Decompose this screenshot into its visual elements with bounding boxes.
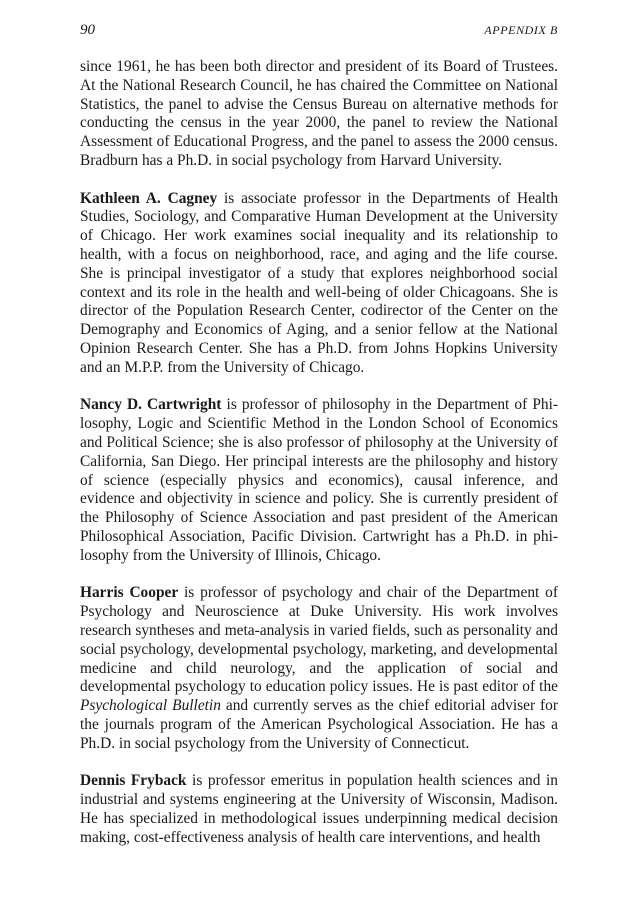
paragraph-fryback (80, 772, 558, 847)
person-name: Harris Cooper (80, 584, 179, 602)
body-text (80, 58, 558, 847)
paragraph-bradburn-continuation (80, 58, 558, 171)
person-name: Kathleen A. Cagney (80, 189, 218, 207)
paragraph-text: is associate professor in the Departments of Health Studies, Sociology, and Comparative Human Development at the University of Chicago. Her work examines social inequality and its relationship to health, with a focus on neighborhood, race, and aging and the life course. She is principal investigator of a study that explores neighborhood social context and its role in the health and well-being of older Chicagoans. She is director of the Population Research Center, codirector of the Center on the Demography and Economics of Aging, and a senior fellow at the National Opinion Research Center. She has a Ph.D. from Johns Hopkins University and an M.P.P. from the University of Chicago. (80, 189, 559, 376)
person-name: Dennis Fryback (80, 772, 187, 790)
paragraph-text: and currently serves as the chief editorial adviser for the journals program of the American Psychological Association. He has a Ph.D. in social psychology from the University of Connecticut. (80, 697, 559, 752)
section-label: APPENDIX B (484, 23, 558, 37)
person-name: Nancy D. Cartwright (80, 396, 222, 414)
paragraph-text: is professor emeritus in population health sciences and in industrial and systems engineering at the University of Wisconsin, Madison. He has specialized in methodological issues underpinning medical decision making, cost-effectiveness analysis of health care interventions, and health (80, 772, 558, 846)
paragraph-text: since 1961, he has been both director and president of its Board of Trustees. At the National Research Council, he has chaired the Committee on National Statistics, the panel to advise the Census Bureau on alternative methods for conducting the census in the year 2000, the panel to review the National Assessment of Educational Progress, and the panel to assess the 2000 census. Bradburn has a Ph.D. in social psychology from Harvard University. (80, 58, 558, 169)
paragraph-text: is professor of philosophy in the Department of Philosophy, Logic and Scientific Method in the London School of Economics and Political Science; she is also professor of philosophy at the University of California, San Diego. Her principal interests are the philosophy and history of science (especially physics and economics), causal inference, and evidence and objectivity in science and policy. She is currently president of the Philosophy of Science Association and past president of the American Philosophical Association, Pacific Division. Cartwright has a Ph.D. in philosophy from the University of Illinois, Chicago. (80, 396, 559, 564)
paragraph-cooper (80, 584, 558, 753)
journal-title: Psychological Bulletin (80, 697, 221, 715)
running-head (80, 22, 558, 42)
paragraph-cartwright (80, 396, 558, 565)
page-number: 90 (80, 22, 95, 38)
paragraph-text: is professor of psychology and chair of the Department of Psychology and Neuroscience at Duke University. His work involves research syntheses and meta-analysis in varied fields, such as personality and social psychology, developmental psychology, marketing, and developmental medicine and child neurology, and the application of social and developmental psychology to education policy issues. He is past editor of the (80, 584, 558, 696)
paragraph-cagney (80, 190, 558, 378)
document-page (80, 0, 558, 900)
